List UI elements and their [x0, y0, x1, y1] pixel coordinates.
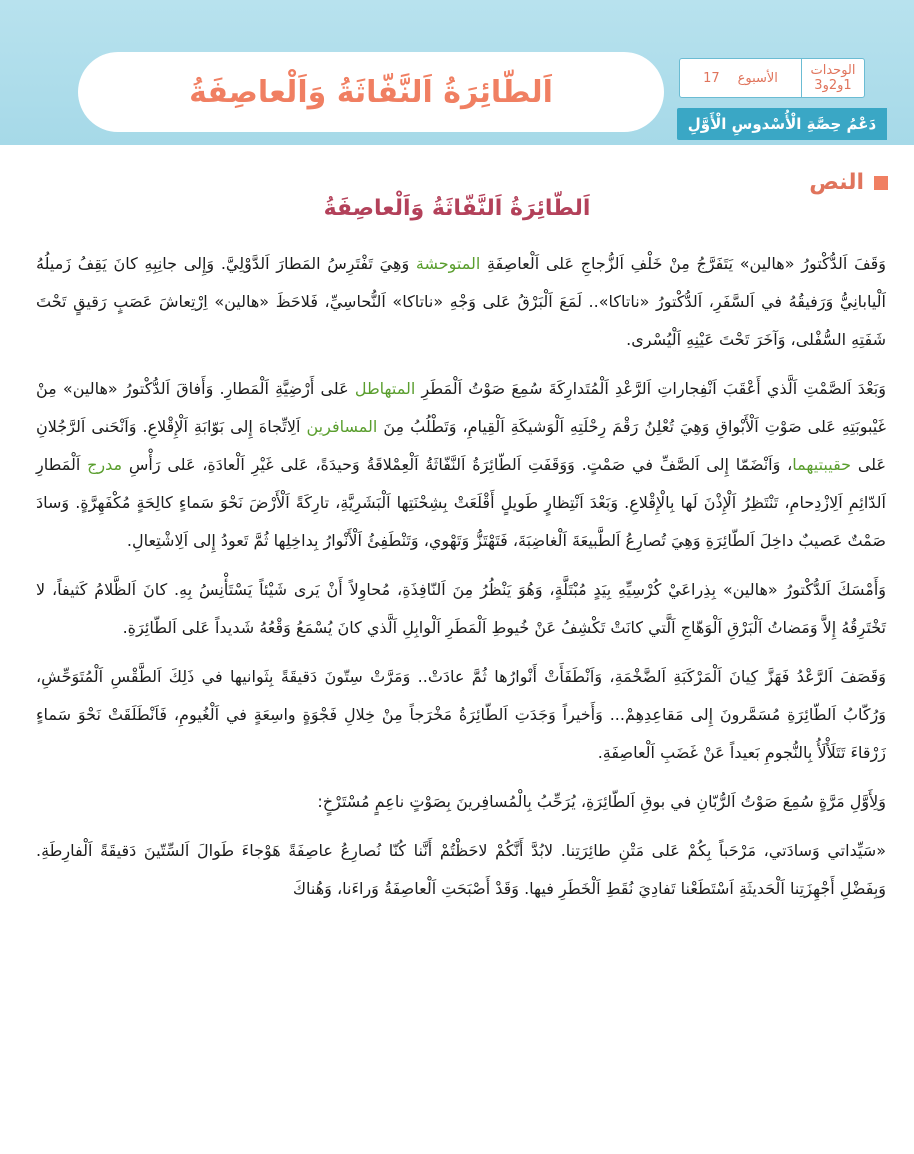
text-title: اَلطّائِرَةُ اَلنَّفّاثَةُ وَاَلْعاصِفَةُ: [323, 196, 591, 221]
paragraph-text: وَلِأَوَّلِ مَرَّةٍ سُمِعَ صَوْتُ اَلرُّبّانِ في بوقِ اَلطّائِرَةِ، يُرَحِّبُ بِالْمُسافِرينَ بِصَوْتٍ ناعِمٍ مُسْتَرْخٍ:: [317, 792, 886, 811]
paragraph-6: [36, 832, 886, 908]
paragraph-text: وَبَعْدَ اَلصَّمْتِ اَلَّذي أَعْقَبَ اَنْفِجاراتِ اَلرَّعْدِ اَلْمُتَدارِكَةَ سُمِعَ صَوْتُ اَلْمَطَرِ: [415, 379, 886, 398]
paragraph-4: [36, 658, 886, 772]
paragraph-5: [36, 783, 886, 821]
section-label: النص: [809, 170, 864, 195]
paragraph-1: [36, 245, 886, 359]
reading-text: [36, 245, 886, 919]
paragraph-text: ، وَاَنْضَمّا إِلى اَلصَّفِّ في صَمْتٍ. وَوَقَفَتِ اَلطّائِرَةُ اَلنَّفّاثَةُ اَلْعِمْلاقَةُ وَحيدَةً، عَلى غَيْرِ اَلْعادَةِ، عَلى رَأْسِ: [122, 455, 793, 474]
paragraph-2: [36, 370, 886, 560]
paragraph-text: وَهِيَ تَفْتَرِسُ المَطارَ اَلدَّوْلِيَّ. وَإِلى جانِبِهِ كانَ يَقِفُ زَميلُهُ اَلْيابانِيُّ وَرَفيقُهُ في اَلسَّفَرِ، اَلدُّكْتورُ «ناتاكا».. لَمَعَ اَلْبَرْقُ عَلى وَجْهِ «ناتاكا» اَلنُّحاسِيِّ، فَلاحَظَ «هالين» اِرْتِعاشَ عَصَبٍ رَقيقٍ تَحْتَ شَفَتِهِ السُّفْلى، وَآخَرَ تَحْتَ عَيْنِهِ اَلْيُسْرى.: [36, 254, 886, 349]
paragraph-text: عَلى أَرْضِيَّةِ اَلْمَطارِ. وَأَفاقَ اَلدُّكْتورُ «هالين» مِنْ غَيْبوبَتِهِ عَلى صَوْتِ اَلْأَبْواقِ وَهِيَ تُعْلِنُ رَقْمَ رِحْلَتِهِ اَلْوَشيكَةِ اَلْقِيامِ، وَتَطْلُبُ مِنَ: [36, 379, 887, 436]
paragraph-3: [36, 571, 886, 647]
paragraph-text: وَأَمْسَكَ اَلدُّكْتورُ «هالين» بِذِراعَيْ كُرْسِيِّهِ بِيَدٍ مُبْتَلَّةٍ، وَهُوَ يَنْظُرُ مِنَ اَلنّافِذَةِ، مُحاوِلاً أَنْ يَرى شَيْئاً يَسْتَأْنِسُ بِهِ. كانَ اَلظَّلامُ كَثيفاً، لا تَخْتَرِقُهُ إِلاَّ وَمَضاتُ اَلْبَرْقِ اَلْوَهّاجِ اَلَّتي كانَتْ تَكْشِفُ عَنْ خُيوطِ اَلْمَطَرِ اَلْوابِلِ اَلَّذي كانَ يُسْمَعُ وَقْعُهُ شَديداً عَلى اَلطّائِرَةِ.: [36, 580, 886, 637]
highlighted-word: المسافرين: [306, 417, 378, 436]
support-label: دَعْمُ حِصَّةِ الْأُسْدوسِ الْأَوَّلِ: [687, 115, 877, 133]
support-session-bar: [677, 108, 887, 140]
section-heading: [809, 170, 888, 195]
highlighted-word: المتهاطل: [354, 379, 416, 398]
paragraph-text: وَقَفَ اَلدُّكْتورُ «هالين» يَتَفَرَّجُ مِنْ خَلْفِ اَلزُّجاجِ عَلى اَلْعاصِفَةِ: [480, 254, 887, 273]
week-cell: [680, 59, 801, 97]
paragraph-text: اَلِاتِّجاهَ إِلى بَوّابَةِ اَلْإِقْلاعِ. وَاَنْحَنى اَلرَّجُلانِ عَلى: [36, 417, 887, 474]
paragraph-text: اَلْمَطارِ اَلدّائِمِ اَلِازْدِحامِ، تَنْتَظِرُ اَلْإِذْنَ لَها بِالْإِقْلاعِ. وَبَعْدَ اَنْتِظارٍ طَويلٍ أَقْلَعَتْ بِشِحْنَتِها اَلْبَشَرِيَّةِ، تارِكَةً اَلْأَرْضَ نَحْوَ سَماءٍ كالِحَةٍ مُكْفَهِرَّةٍ. وَسادَ صَمْتٌ عَصيبٌ داخِلَ اَلطّائِرَةِ وَهِيَ تُصارِعُ اَلطَّبيعَةَ اَلْغاضِبَةَ، فَتَهْتَزُّ وَتَهْوي، وَتَنْطَفِئُ اَلْأَنْوارُ بِداخِلِها ثُمَّ تَعودُ إِلى اَلِاشْتِعالِ.: [36, 455, 886, 550]
week-value: 17: [703, 70, 720, 86]
units-value: 1و2و3: [814, 78, 852, 93]
lesson-title: اَلطّائِرَةُ اَلنَّفّاثَةُ وَاَلْعاصِفَةُ: [189, 74, 553, 110]
units-label: الوحدات: [810, 63, 856, 78]
lesson-title-pill: [78, 52, 664, 132]
week-label: الأسبوع: [737, 70, 778, 86]
highlighted-word: المتوحشة: [415, 254, 481, 273]
units-cell: [801, 59, 864, 97]
paragraph-text: وَقَصَفَ اَلرَّعْدُ فَهَزَّ كِيانَ اَلْمَرْكَبَةِ اَلضَّخْمَةِ، وَاَنْطَفَأَتْ أَنْوارُها ثُمَّ عادَتْ.. وَمَرَّتْ سِتّونَ دَقيقَةً بِثَوانيها في ذَلِكَ اَلطَّقْسِ اَلْمُتَوَحِّشِ، وَرُكّابُ اَلطّائِرَةِ مُسَمَّرونَ إِلى مَقاعِدِهِمْ... وَأَخيراً وَجَدَتِ اَلطّائِرَةُ مَخْرَجاً مِنْ خِلالِ فَجْوَةٍ واسِعَةٍ في اَلْغُيومِ، فَاَنْطَلَقَتْ نَحْوَ سَماءٍ زَرْقاءَ تَتَلَأْلَأُ بِالنُّجومِ بَعيداً عَنْ غَضَبِ اَلْعاصِفَةِ.: [36, 667, 886, 762]
highlighted-word: مدرج: [87, 455, 123, 474]
highlighted-word: حقيبتيهما: [792, 455, 852, 474]
bullet-square-icon: [874, 176, 888, 190]
units-week-box: [679, 58, 865, 98]
paragraph-text: «سَيِّداتي وَسادَتي، مَرْحَباً بِكُمْ عَلى مَتْنِ طائِرَتِنا. لابُدَّ أَنَّكُمْ لاحَظْتُمْ أَنَّنا كُنّا نُصارِعُ عاصِفَةً هَوْجاءَ طَوالَ اَلسِّتّينَ دَقيقَةً اَلْفارِطَةِ. وَبِفَضْلِ أَجْهِزَتِنا اَلْحَديثَةِ اَسْتَطَعْنا تَفادِيَ نُقَطِ اَلْخَطَرِ فيها. وَقَدْ أَصْبَحَتِ اَلْعاصِفَةُ وَراءَنا، وَهُناكَ: [36, 841, 886, 898]
